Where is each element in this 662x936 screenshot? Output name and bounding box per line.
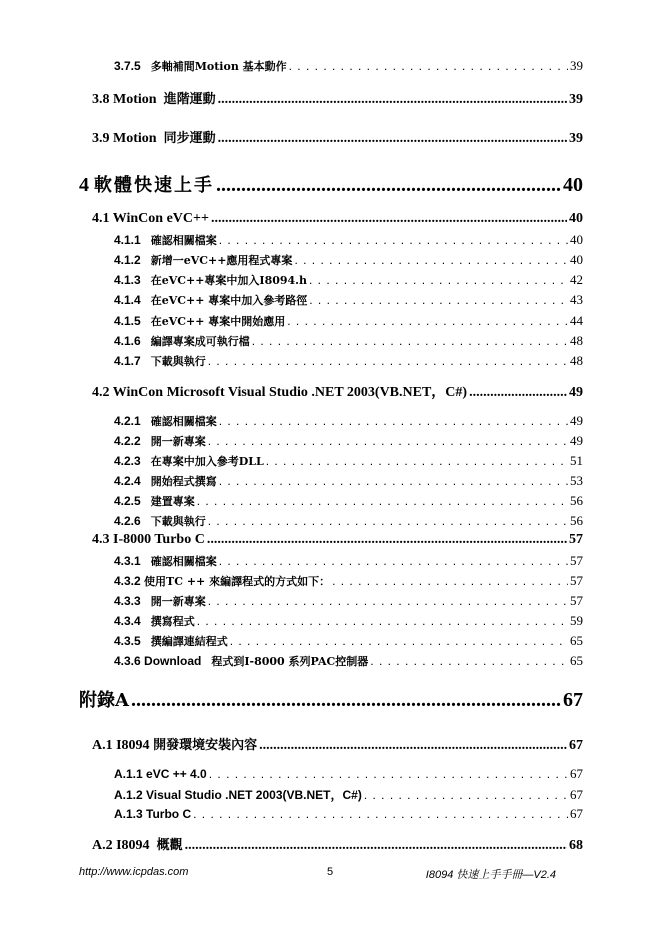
toc-entry-title: 新增一eVC++應用程式專案 xyxy=(150,254,293,267)
toc-entry-number: 4.2.3 xyxy=(114,454,141,468)
toc-entry-number: 3.8 Motion xyxy=(92,92,157,107)
toc-entry[interactable] xyxy=(114,766,583,782)
toc-entry-title: 程式到I-8000 系列PAC控制器 xyxy=(211,655,369,668)
toc-entry[interactable] xyxy=(114,413,583,429)
toc-entry-title: 軟體快速上手 xyxy=(94,175,214,196)
toc-entry-page: 57 xyxy=(569,532,583,547)
toc-leader-dots xyxy=(209,767,568,781)
toc-entry[interactable] xyxy=(79,686,583,712)
toc-entry-page: 59 xyxy=(570,613,583,628)
toc-entry-number: A.1.2 Visual Studio .NET 2003(VB.NET，C#) xyxy=(114,788,362,802)
toc-entry-page: 67 xyxy=(570,766,583,781)
toc-leader-dots xyxy=(207,532,567,548)
toc-leader-dots xyxy=(289,59,568,73)
toc-entry[interactable] xyxy=(114,513,583,529)
toc-entry-page: 53 xyxy=(570,473,583,488)
toc-entry-number: 4.1.1 xyxy=(114,233,141,247)
toc-leader-dots xyxy=(216,174,561,197)
toc-entry[interactable] xyxy=(114,333,583,349)
toc-entry-page: 68 xyxy=(569,838,583,853)
toc-entry[interactable] xyxy=(114,553,583,569)
toc-entry-title: 下載與執行 xyxy=(150,355,206,368)
toc-entry-title: 概觀 xyxy=(156,838,183,853)
toc-entry-title: 編譯專案成可執行檔 xyxy=(150,335,250,348)
toc-entry-title: 在eVC++ 專案中開始應用 xyxy=(150,315,286,328)
toc-entry[interactable] xyxy=(114,272,583,288)
toc-leader-dots xyxy=(309,293,568,307)
toc-entry-title: 開始程式撰寫 xyxy=(150,475,217,488)
toc-entry[interactable] xyxy=(114,493,583,509)
toc-entry[interactable] xyxy=(79,171,583,197)
toc-entry-page: 67 xyxy=(563,689,583,711)
toc-entry-page: 56 xyxy=(570,493,583,508)
toc-leader-dots xyxy=(230,634,568,648)
toc-entry-number: 4.2.6 xyxy=(114,514,141,528)
toc-leader-dots xyxy=(211,211,567,227)
toc-entry-title: 確認相關檔案 xyxy=(150,415,217,428)
toc-entry-page: 40 xyxy=(569,211,583,226)
toc-entry[interactable] xyxy=(92,211,583,227)
toc-entry[interactable] xyxy=(92,532,583,548)
toc-entry-title: 在eVC++專案中加入I8094.h xyxy=(150,274,308,287)
toc-entry[interactable] xyxy=(114,473,583,489)
toc-entry-number: A.1.3 Turbo C xyxy=(114,807,192,821)
toc-leader-dots xyxy=(364,788,568,802)
toc-leader-dots xyxy=(208,514,568,528)
toc-entry-page: 40 xyxy=(570,232,583,247)
toc-entry[interactable] xyxy=(114,613,583,629)
toc-leader-dots xyxy=(287,314,568,328)
toc-entry-page: 49 xyxy=(570,413,583,428)
toc-entry-number: 4.2 WinCon Microsoft Visual Studio .NET 2003(VB.NET，C#) xyxy=(92,385,468,400)
toc-entry-title: 開發環境安裝內容 xyxy=(153,738,258,753)
toc-entry[interactable] xyxy=(114,453,583,469)
toc-entry-page: 51 xyxy=(570,453,583,468)
footer-page-number: 5 xyxy=(327,866,334,878)
toc-entry-page: 40 xyxy=(563,174,583,196)
toc-entry-title: 確認相關檔案 xyxy=(150,555,217,568)
toc-leader-dots xyxy=(197,494,568,508)
toc-entry-number: 4.3 I-8000 Turbo C xyxy=(92,532,205,547)
toc-entry-number: 4 xyxy=(79,174,89,196)
toc-entry-number: 4.1 WinCon eVC++ xyxy=(92,211,209,226)
toc-entry-number: 4.2.4 xyxy=(114,474,141,488)
toc-entry-number: 4.1.4 xyxy=(114,293,141,307)
toc-entry-title: 使用TC ++ 來編譯程式的方式如下： xyxy=(144,575,331,588)
toc-entry[interactable] xyxy=(92,127,583,147)
toc-leader-dots xyxy=(131,689,561,712)
toc-entry-number: 4.2.1 xyxy=(114,414,141,428)
toc-leader-dots xyxy=(219,233,568,247)
toc-entry-title: 開一新專案 xyxy=(150,595,206,608)
toc-entry-page: 49 xyxy=(570,433,583,448)
toc-entry[interactable] xyxy=(114,806,583,822)
toc-leader-dots xyxy=(208,354,568,368)
toc-leader-dots xyxy=(208,594,568,608)
footer-url[interactable]: http://www.icpdas.com xyxy=(79,866,189,878)
toc-entry-page: 67 xyxy=(570,806,583,821)
toc-leader-dots xyxy=(252,334,568,348)
toc-entry[interactable] xyxy=(92,834,583,854)
toc-leader-dots xyxy=(219,554,568,568)
toc-entry-page: 39 xyxy=(569,131,583,146)
toc-leader-dots xyxy=(294,253,568,267)
toc-entry-title: 下載與執行 xyxy=(150,515,206,528)
toc-leader-dots xyxy=(197,614,568,628)
toc-entry-title: 在eVC++ 專案中加入參考路徑 xyxy=(150,294,308,307)
toc-entry-number: 4.1.6 xyxy=(114,334,141,348)
toc-entry-page: 39 xyxy=(569,92,583,107)
toc-leader-dots xyxy=(370,654,568,668)
toc-entry-number: 3.9 Motion xyxy=(92,131,157,146)
toc-leader-dots xyxy=(266,454,568,468)
toc-entry[interactable] xyxy=(114,313,583,329)
toc-entry-page: 57 xyxy=(570,573,583,588)
toc-entry-number: A.1 I8094 xyxy=(92,738,150,753)
toc-entry-number: A.2 I8094 xyxy=(92,838,150,853)
toc-entry[interactable] xyxy=(114,593,583,609)
toc-entry-number: 3.7.5 xyxy=(114,59,141,73)
toc-entry[interactable] xyxy=(114,653,583,669)
toc-entry-page: 65 xyxy=(570,653,583,668)
toc-entry-number: 4.1.5 xyxy=(114,314,141,328)
toc-entry-page: 48 xyxy=(570,333,583,348)
toc-entry-number: 4.1.7 xyxy=(114,354,141,368)
toc-entry-page: 42 xyxy=(570,272,583,287)
toc-entry-title: 開一新專案 xyxy=(150,435,206,448)
toc-entry-page: 48 xyxy=(570,353,583,368)
toc-entry-title: 附錄A xyxy=(79,690,129,711)
toc-entry[interactable] xyxy=(114,58,583,74)
toc-entry-page: 49 xyxy=(569,385,583,400)
toc-entry-title: 建置專案 xyxy=(150,495,195,508)
toc-entry[interactable] xyxy=(92,88,583,108)
toc-leader-dots xyxy=(469,385,567,401)
toc-entry-title: 進階運動 xyxy=(163,92,216,107)
toc-entry[interactable] xyxy=(92,734,583,754)
toc-entry[interactable] xyxy=(114,353,583,369)
toc-entry-page: 57 xyxy=(570,553,583,568)
toc-entry-page: 67 xyxy=(569,738,583,753)
toc-entry-title: 多軸補間Motion 基本動作 xyxy=(150,60,287,73)
footer-doc-title: I8094 快速上手手冊—V2.4 xyxy=(425,869,556,881)
toc-leader-dots xyxy=(218,131,567,147)
toc-entry-number: 4.3.5 xyxy=(114,634,141,648)
toc-entry[interactable] xyxy=(114,786,583,803)
toc-leader-dots xyxy=(218,92,567,108)
toc-leader-dots xyxy=(219,474,568,488)
toc-entry-number: 4.3.1 xyxy=(114,554,141,568)
toc-entry-title: 在專案中加入參考DLL xyxy=(150,455,264,468)
toc-entry-page: 67 xyxy=(570,787,583,802)
toc-entry[interactable] xyxy=(114,252,583,268)
toc-entry-title: 撰寫程式 xyxy=(150,615,195,628)
toc-entry-page: 56 xyxy=(570,513,583,528)
toc-leader-dots xyxy=(219,414,568,428)
toc-entry[interactable] xyxy=(114,633,583,649)
toc-entry-number: 4.3.3 xyxy=(114,594,141,608)
toc-entry-number: A.1.1 eVC ++ 4.0 xyxy=(114,767,207,781)
toc-entry-number: 4.2.5 xyxy=(114,494,141,508)
toc-entry-number: 4.3.6 Download xyxy=(114,654,202,668)
toc-entry-page: 44 xyxy=(570,313,583,328)
toc-entry-number: 4.1.2 xyxy=(114,253,141,267)
toc-leader-dots xyxy=(332,574,568,588)
toc-entry-page: 57 xyxy=(570,593,583,608)
toc-entry-title: 撰編譯連結程式 xyxy=(150,635,228,648)
toc-leader-dots xyxy=(208,434,568,448)
toc-leader-dots xyxy=(193,807,568,821)
toc-entry[interactable] xyxy=(114,232,583,248)
toc-leader-dots xyxy=(259,738,567,754)
toc-entry-title: 確認相關檔案 xyxy=(150,234,217,247)
toc-entry-page: 65 xyxy=(570,633,583,648)
toc-entry[interactable] xyxy=(114,433,583,449)
toc-entry[interactable] xyxy=(114,573,583,589)
toc-leader-dots xyxy=(309,273,568,287)
toc-entry[interactable] xyxy=(92,381,583,401)
toc-entry-number: 4.2.2 xyxy=(114,434,141,448)
toc-entry-number: 4.3.2 xyxy=(114,574,141,588)
toc-entry[interactable] xyxy=(114,292,583,308)
toc-entry-page: 40 xyxy=(570,252,583,267)
toc-entry-page: 39 xyxy=(570,58,583,73)
toc-entry-number: 4.1.3 xyxy=(114,273,141,287)
toc-entry-page: 43 xyxy=(570,292,583,307)
toc-entry-number: 4.3.4 xyxy=(114,614,141,628)
toc-leader-dots xyxy=(185,838,567,854)
toc-entry-title: 同步運動 xyxy=(163,131,216,146)
